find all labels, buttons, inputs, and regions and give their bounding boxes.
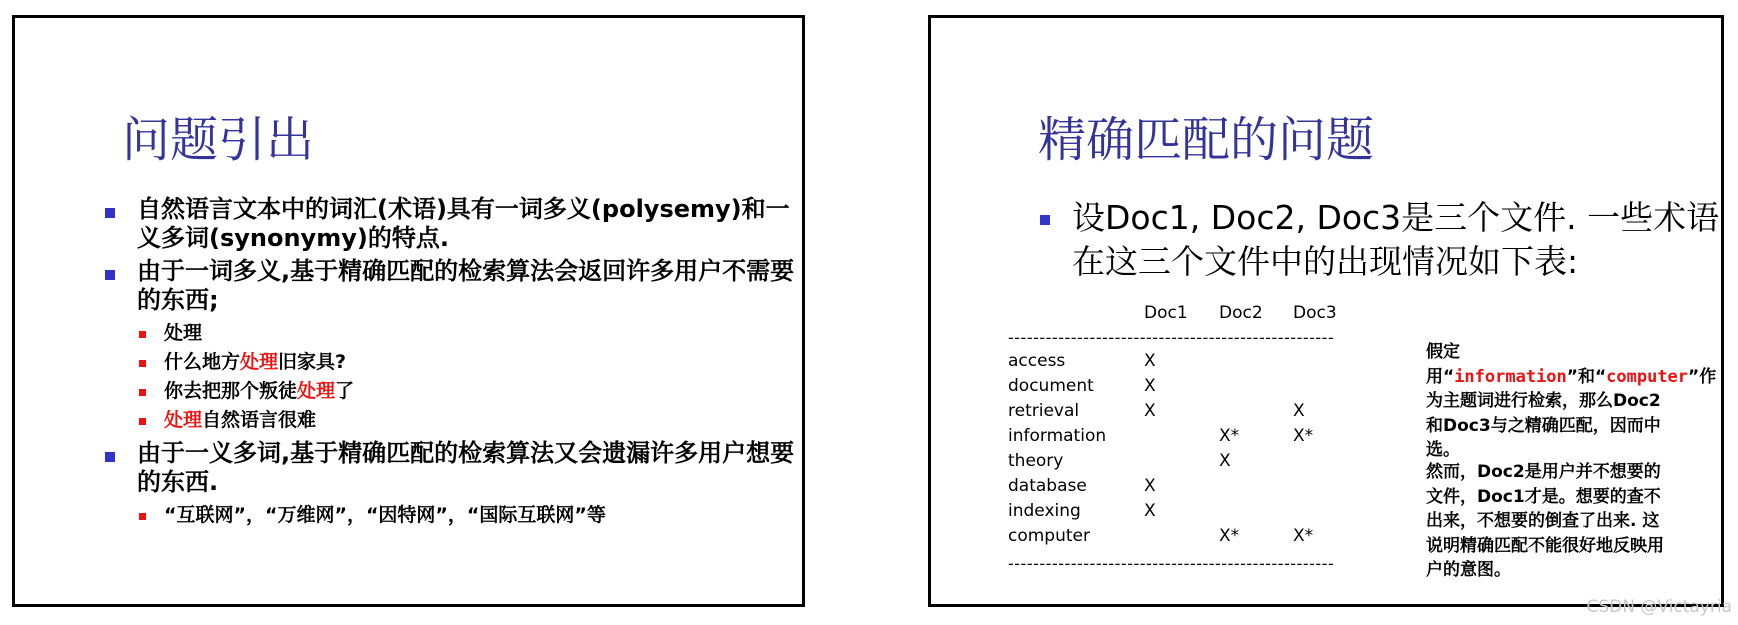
table-header-doc1: Doc1 [1144,303,1188,323]
sub-bullet-item [139,406,805,435]
table-cell: X [1144,376,1156,396]
note-paragraph-2: 然而，Doc2是用户并不想要的文件，Doc1才是。想要的查不出来，不想要的倒查了出来. 这说明精确匹配不能很好地反映用户的意图。 [1426,462,1664,580]
sub-bullet-item: “互联网”，“万维网”，“因特网”，“国际互联网”等 [139,501,805,530]
slide-left [12,15,805,607]
term-table [1008,301,1408,581]
keyword-computer: computer [1606,366,1689,387]
table-rule-top: ---------------------------------------------------- [1008,328,1335,347]
sub-list [139,319,805,435]
table-term: theory [1008,451,1064,471]
highlight-text: 处理 [297,380,336,402]
keyword-information: information [1454,366,1567,387]
table-cell: X [1144,401,1156,421]
highlight-text: 处理 [240,351,279,373]
bullet-item: 自然语言文本中的词汇(术语)具有一词多义(polysemy)和一义多词(synonymy)的特点. [105,195,805,253]
bullet-list [1040,196,1730,284]
sub-list-container [105,319,805,435]
table-term: indexing [1008,501,1081,521]
table-cell: X* [1219,426,1240,446]
table-rule-bottom: ---------------------------------------------------- [1008,554,1335,573]
table-term: document [1008,376,1094,396]
sub-bullet-item [139,377,805,406]
table-cell: X* [1219,526,1240,546]
table-cell: X [1144,501,1156,521]
bullet-list [105,195,805,534]
table-header-doc2: Doc2 [1219,303,1263,323]
note-text: 假定用“ [1426,342,1460,387]
sub-bullet-item [139,319,805,348]
table-term: access [1008,351,1066,371]
slide-title: 问题引出 [122,112,315,168]
sub-text: 你去把那个叛徒 [164,380,298,402]
table-cell: X [1144,351,1156,371]
sub-text: 了 [335,380,355,402]
slide-right [928,15,1724,607]
sub-bullet-item [139,348,805,377]
sub-text: 处理 [164,322,203,344]
bullet-item: 由于一义多词,基于精确匹配的检索算法又会遗漏许多用户想要的东西. [105,439,805,497]
table-term: information [1008,426,1107,446]
bullet-item: 设Doc1, Doc2, Doc3是三个文件. 一些术语在这三个文件中的出现情况如下表: [1040,196,1730,284]
table-cell: X* [1293,426,1314,446]
watermark: CSDN @Victayria [1586,597,1732,617]
table-cell: X [1219,451,1231,471]
table-term: database [1008,476,1087,496]
highlight-text: 处理 [164,409,203,431]
table-term: computer [1008,526,1090,546]
note-paragraph-1 [1426,340,1717,463]
sub-list [139,501,805,530]
bullet-item: 由于一词多义,基于精确匹配的检索算法会返回许多用户不需要的东西; [105,257,805,315]
table-cell: X [1293,401,1305,421]
note-text: ”作为主题词进行检索，那么Doc2和Doc3与之精确匹配，因而中选。 [1426,366,1717,460]
table-term: retrieval [1008,401,1080,421]
sub-text: 旧家具? [278,351,347,373]
table-header-doc3: Doc3 [1293,303,1337,323]
slide-title: 精确匹配的问题 [1038,112,1375,168]
table-cell: X* [1293,526,1314,546]
table-cell: X [1144,476,1156,496]
sub-list-container [105,501,805,530]
sub-text: 什么地方 [164,351,241,373]
note-text: ”和“ [1566,366,1607,387]
sub-text: 自然语言很难 [202,409,317,431]
